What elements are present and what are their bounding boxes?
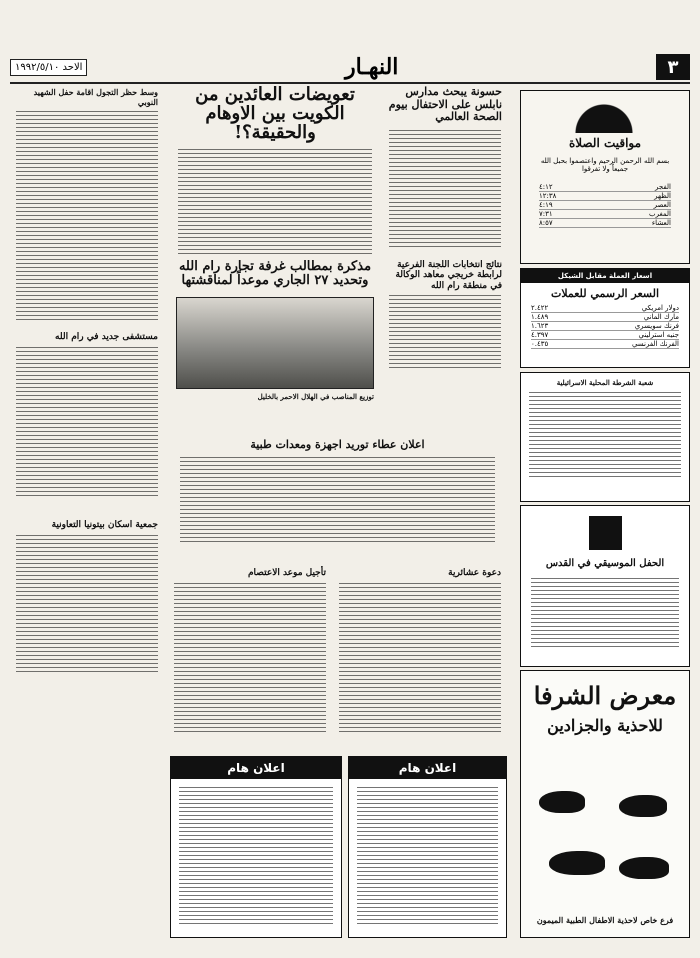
tax-title: تأجيل موعد الاعتصام xyxy=(247,568,326,578)
prayer-time: ٨:٥٧ xyxy=(539,219,553,227)
lead-headline: تعويضات العائدين من الكويت بين الاوهام والحقيقة؟! xyxy=(195,86,355,143)
announce-title: اعلان هام xyxy=(349,757,506,779)
prayer-row xyxy=(539,183,671,192)
prayer-time: ١٢:٣٨ xyxy=(539,192,557,200)
prayer-table xyxy=(539,183,671,228)
right-box-title: الحفل الموسيقي في القدس xyxy=(545,558,665,569)
top-right-headline: حسونة يبحث مدارس نابلس على الاحتفال بيوم الصحة العالمي xyxy=(388,86,502,124)
currency-table xyxy=(521,300,689,353)
prayer-name: العصر xyxy=(653,201,671,209)
paper-name: النهـار xyxy=(345,54,399,80)
jerusalem-box-title: شعبة الشرطة المحلية الاسرائيلية xyxy=(556,378,654,387)
wedding-announcement xyxy=(170,756,342,938)
prayer-verse: بسم الله الرحمن الرحيم واعتصموا بحبل الله جميعاً ولا تفرقوا xyxy=(540,157,670,173)
center-story-subtitle: توزيع المناصب في الهلال الاحمر بالخليل xyxy=(257,391,374,401)
shoe-icon xyxy=(549,851,605,875)
emblem-icon xyxy=(589,516,622,550)
left-mid-title: مستشفى جديد في رام الله xyxy=(55,332,158,342)
prayer-row xyxy=(539,201,671,210)
currency-row xyxy=(531,322,679,331)
left-top-headline: وسط حظر التجول اقامة حفل الشهيد النوبي xyxy=(33,87,158,107)
currency-value: ٢.٤٢٢ xyxy=(531,304,549,312)
shoe-icon xyxy=(539,791,585,813)
right-ad-box xyxy=(520,505,690,667)
center-story-title: مذكرة بمطالب غرفة تجارة رام الله وتحديد ٢٧ الجاري موعداً لمناقشتها xyxy=(178,260,372,289)
currency-row xyxy=(531,331,679,340)
announcement-box xyxy=(348,756,507,938)
currency-row xyxy=(531,304,679,313)
currency-title: السعر الرسمي للعملات xyxy=(550,287,660,300)
center-story xyxy=(170,260,380,434)
hospital-announcement xyxy=(170,438,505,560)
top-center-column xyxy=(170,86,380,256)
mosque-dome-icon xyxy=(555,99,653,133)
jerusalem-box xyxy=(520,372,690,502)
masthead xyxy=(10,52,690,84)
left-lower-column xyxy=(12,518,162,688)
right-mid-title: نتائج انتخابات اللجنة الفرعية لرابطة خريجي معاهد الوكالة في منطقة رام الله xyxy=(395,260,502,291)
currency-value: ٠.٤٣٥ xyxy=(531,340,549,348)
currency-name: فرنك سويسري xyxy=(634,322,679,330)
top-left-column xyxy=(12,86,162,324)
prayer-name: الفجر xyxy=(655,183,671,191)
tax-story xyxy=(170,566,330,746)
currency-name: الفرنك الفرنسي xyxy=(631,340,679,348)
currency-name: مارك الماني xyxy=(643,313,679,321)
charity-title: دعوة عشائرية xyxy=(448,568,501,578)
shoe-icon xyxy=(619,795,667,817)
prayer-name: الظهر xyxy=(654,192,671,200)
shoe-ad-title: معرض الشرفا xyxy=(533,681,677,710)
prayer-row xyxy=(539,210,671,219)
shoe-ad-note: فرع خاص لاحذية الاطفال الطبية الميمون xyxy=(536,915,674,925)
top-right-column xyxy=(385,86,505,256)
currency-value: ١.٤٨٩ xyxy=(531,313,549,321)
prayer-time: ٤:١٩ xyxy=(539,201,553,209)
currency-name: دولار امريكي xyxy=(641,304,679,312)
prayer-time: ٧:٣١ xyxy=(539,210,553,218)
currency-value: ٤.٣٩٧ xyxy=(531,331,549,339)
charity-story xyxy=(335,566,505,746)
prayer-title: مواقيت الصلاة xyxy=(568,136,642,150)
shoe-ad xyxy=(520,670,690,938)
currency-name: جنيه استرليني xyxy=(638,331,679,339)
prayer-box xyxy=(520,90,690,264)
prayer-row xyxy=(539,192,671,201)
currency-row xyxy=(531,340,679,349)
right-mid-story xyxy=(385,260,505,380)
currency-value: ١.٦٢٣ xyxy=(531,322,549,330)
hospital-title: اعلان عطاء توريد اجهزة ومعدات طبية xyxy=(250,438,425,451)
palestine-title: جمعية اسكان بيتونيا التعاونية xyxy=(51,520,158,530)
currency-banner: اسعار العملة مقابل الشيكل xyxy=(521,269,689,283)
prayer-name: المغرب xyxy=(649,210,671,218)
wedding-title: اعلان هام xyxy=(171,757,341,779)
news-photo xyxy=(176,297,374,389)
left-mid-story xyxy=(12,330,162,512)
currency-row xyxy=(531,313,679,322)
shoe-ad-subtitle: للاحذية والجزادين xyxy=(547,716,663,735)
prayer-row xyxy=(539,219,671,228)
prayer-name: العشاء xyxy=(651,219,671,227)
currency-box xyxy=(520,268,690,368)
page-number: ٣ xyxy=(656,54,690,80)
date-box: الاحد ١٩٩٢/٥/١٠ xyxy=(10,59,87,76)
shoe-icon xyxy=(619,857,669,879)
prayer-time: ٤:١٢ xyxy=(539,183,553,191)
